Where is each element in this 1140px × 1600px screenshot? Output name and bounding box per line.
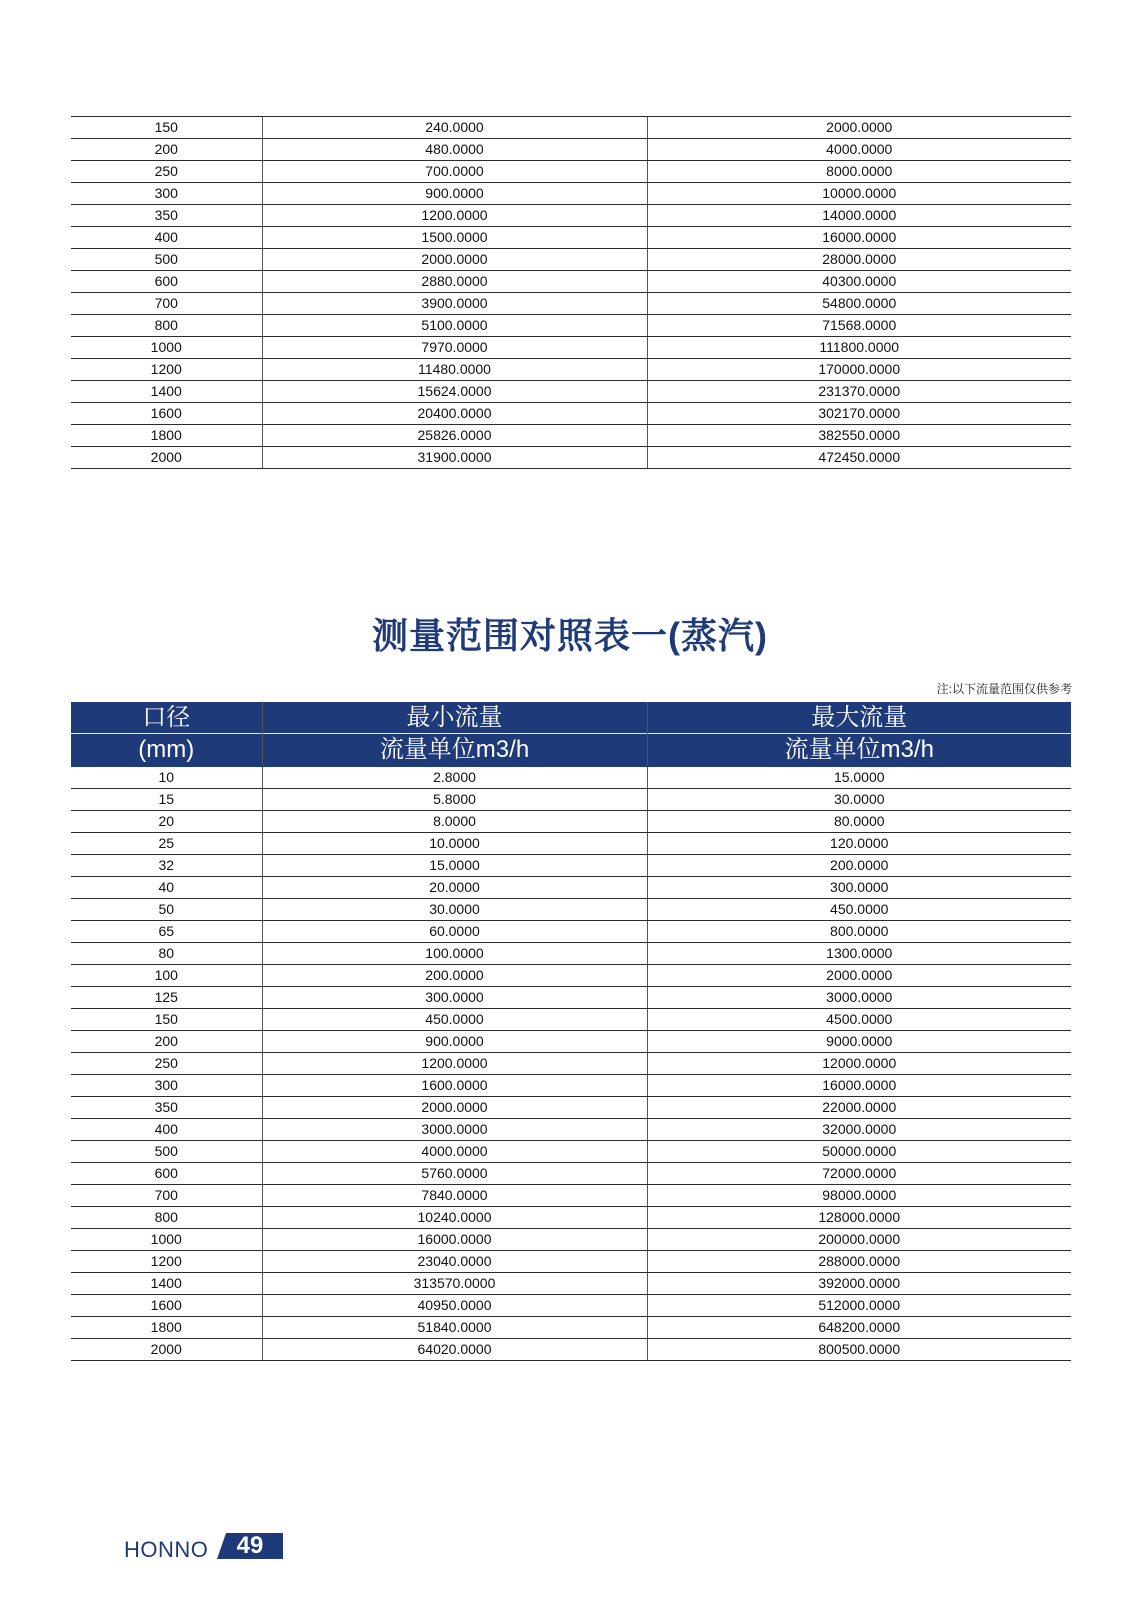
cell-max-flow: 111800.0000 [647,337,1071,359]
cell-max-flow: 50000.0000 [647,1141,1071,1163]
cell-diameter: 250 [71,161,262,183]
table-row [71,1273,1071,1295]
cell-diameter: 32 [71,855,262,877]
cell-min-flow: 30.0000 [262,899,647,921]
table-row [71,877,1071,899]
page-number: 49 [236,1532,264,1559]
cell-max-flow: 32000.0000 [647,1119,1071,1141]
cell-diameter: 150 [71,117,262,139]
cell-diameter: 300 [71,1075,262,1097]
cell-max-flow: 98000.0000 [647,1185,1071,1207]
cell-min-flow: 2000.0000 [262,1097,647,1119]
cell-diameter: 600 [71,271,262,293]
cell-min-flow: 20.0000 [262,877,647,899]
cell-max-flow: 200.0000 [647,855,1071,877]
table-row [71,1141,1071,1163]
cell-diameter: 500 [71,1141,262,1163]
cell-min-flow: 5100.0000 [262,315,647,337]
table-row [71,766,1071,789]
cell-min-flow: 5760.0000 [262,1163,647,1185]
table-row [71,359,1071,381]
table-row [71,227,1071,249]
cell-min-flow: 8.0000 [262,811,647,833]
table-row [71,381,1071,403]
cell-diameter: 200 [71,139,262,161]
cell-min-flow: 1200.0000 [262,205,647,227]
cell-max-flow: 72000.0000 [647,1163,1071,1185]
cell-min-flow: 20400.0000 [262,403,647,425]
table-row [71,1317,1071,1339]
header-min-flow: 最小流量 [262,702,647,734]
cell-diameter: 350 [71,1097,262,1119]
cell-diameter: 700 [71,293,262,315]
cell-max-flow: 231370.0000 [647,381,1071,403]
cell-min-flow: 200.0000 [262,965,647,987]
cell-min-flow: 10240.0000 [262,1207,647,1229]
cell-max-flow: 80.0000 [647,811,1071,833]
steam-flow-range-table [71,702,1071,1361]
cell-min-flow: 700.0000 [262,161,647,183]
steam-table-title: 测量范围对照表一(蒸汽) [372,615,768,656]
cell-diameter: 1600 [71,403,262,425]
cell-max-flow: 8000.0000 [647,161,1071,183]
table-row [71,117,1071,139]
cell-max-flow: 288000.0000 [647,1251,1071,1273]
header-row [71,702,1071,734]
cell-diameter: 800 [71,1207,262,1229]
cell-max-flow: 30.0000 [647,789,1071,811]
table-row [71,1075,1071,1097]
table-body [71,766,1071,1361]
cell-diameter: 150 [71,1009,262,1031]
table-row [71,789,1071,811]
cell-min-flow: 16000.0000 [262,1229,647,1251]
cell-max-flow: 392000.0000 [647,1273,1071,1295]
cell-min-flow: 11480.0000 [262,359,647,381]
cell-min-flow: 23040.0000 [262,1251,647,1273]
cell-diameter: 1400 [71,381,262,403]
cell-diameter: 65 [71,921,262,943]
cell-diameter: 10 [71,766,262,789]
cell-min-flow: 1600.0000 [262,1075,647,1097]
table-row [71,943,1071,965]
table-row [71,1031,1071,1053]
cell-min-flow: 51840.0000 [262,1317,647,1339]
cell-diameter: 40 [71,877,262,899]
cell-max-flow: 2000.0000 [647,965,1071,987]
header-diameter: 口径 [71,702,262,734]
cell-max-flow: 12000.0000 [647,1053,1071,1075]
cell-max-flow: 648200.0000 [647,1317,1071,1339]
table-body [71,117,1071,469]
cell-max-flow: 472450.0000 [647,447,1071,469]
cell-min-flow: 15.0000 [262,855,647,877]
table-row [71,1207,1071,1229]
cell-max-flow: 300.0000 [647,877,1071,899]
cell-diameter: 1600 [71,1295,262,1317]
header-diameter-unit: (mm) [71,734,262,767]
cell-max-flow: 16000.0000 [647,227,1071,249]
cell-diameter: 20 [71,811,262,833]
cell-max-flow: 382550.0000 [647,425,1071,447]
cell-diameter: 700 [71,1185,262,1207]
cell-min-flow: 64020.0000 [262,1339,647,1361]
cell-max-flow: 120.0000 [647,833,1071,855]
cell-max-flow: 1300.0000 [647,943,1071,965]
cell-min-flow: 2880.0000 [262,271,647,293]
table-row [71,1295,1071,1317]
table-row [71,337,1071,359]
header-max-flow-unit: 流量单位m3/h [647,734,1071,767]
cell-min-flow: 25826.0000 [262,425,647,447]
table-row [71,1097,1071,1119]
cell-max-flow: 10000.0000 [647,183,1071,205]
cell-min-flow: 450.0000 [262,1009,647,1031]
cell-diameter: 1800 [71,1317,262,1339]
table-row [71,183,1071,205]
cell-min-flow: 7970.0000 [262,337,647,359]
cell-max-flow: 450.0000 [647,899,1071,921]
cell-diameter: 1800 [71,425,262,447]
table-row [71,855,1071,877]
cell-diameter: 1000 [71,337,262,359]
cell-diameter: 400 [71,227,262,249]
table-row [71,315,1071,337]
header-min-flow-unit: 流量单位m3/h [262,734,647,767]
header-units-row [71,734,1071,767]
cell-max-flow: 200000.0000 [647,1229,1071,1251]
cell-diameter: 2000 [71,447,262,469]
table-row [71,987,1071,1009]
cell-max-flow: 4000.0000 [647,139,1071,161]
table-header [71,702,1071,766]
cell-diameter: 1200 [71,359,262,381]
cell-min-flow: 31900.0000 [262,447,647,469]
cell-diameter: 1200 [71,1251,262,1273]
cell-max-flow: 16000.0000 [647,1075,1071,1097]
header-max-flow: 最大流量 [647,702,1071,734]
cell-diameter: 600 [71,1163,262,1185]
cell-diameter: 350 [71,205,262,227]
table-row [71,425,1071,447]
cell-diameter: 1000 [71,1229,262,1251]
table-row [71,249,1071,271]
table-row [71,1053,1071,1075]
table-row [71,205,1071,227]
cell-max-flow: 22000.0000 [647,1097,1071,1119]
table-row [71,161,1071,183]
table-row [71,1185,1071,1207]
cell-diameter: 800 [71,315,262,337]
cell-diameter: 500 [71,249,262,271]
cell-min-flow: 900.0000 [262,1031,647,1053]
table-row [71,1339,1071,1361]
table-row [71,447,1071,469]
cell-min-flow: 1200.0000 [262,1053,647,1075]
cell-diameter: 250 [71,1053,262,1075]
table-row [71,833,1071,855]
cell-max-flow: 15.0000 [647,766,1071,789]
table-row [71,403,1071,425]
table-row [71,921,1071,943]
cell-min-flow: 240.0000 [262,117,647,139]
table-row [71,811,1071,833]
cell-min-flow: 60.0000 [262,921,647,943]
cell-min-flow: 7840.0000 [262,1185,647,1207]
cell-diameter: 100 [71,965,262,987]
cell-min-flow: 900.0000 [262,183,647,205]
cell-max-flow: 71568.0000 [647,315,1071,337]
table-row [71,1229,1071,1251]
cell-min-flow: 100.0000 [262,943,647,965]
cell-min-flow: 3000.0000 [262,1119,647,1141]
cell-min-flow: 480.0000 [262,139,647,161]
reference-note: 注:以下流量范围仅供参考 [936,682,1072,696]
cell-diameter: 50 [71,899,262,921]
cell-diameter: 300 [71,183,262,205]
table-row [71,1009,1071,1031]
cell-min-flow: 10.0000 [262,833,647,855]
cell-max-flow: 9000.0000 [647,1031,1071,1053]
table-row [71,899,1071,921]
table-row [71,1163,1071,1185]
cell-min-flow: 5.8000 [262,789,647,811]
cell-max-flow: 800.0000 [647,921,1071,943]
cell-diameter: 125 [71,987,262,1009]
cell-max-flow: 14000.0000 [647,205,1071,227]
cell-max-flow: 28000.0000 [647,249,1071,271]
cell-min-flow: 300.0000 [262,987,647,1009]
cell-min-flow: 1500.0000 [262,227,647,249]
cell-max-flow: 170000.0000 [647,359,1071,381]
table-row [71,271,1071,293]
cell-diameter: 25 [71,833,262,855]
table-row [71,1119,1071,1141]
cell-diameter: 80 [71,943,262,965]
cell-diameter: 2000 [71,1339,262,1361]
cell-max-flow: 54800.0000 [647,293,1071,315]
table-row [71,965,1071,987]
cell-diameter: 15 [71,789,262,811]
cell-min-flow: 313570.0000 [262,1273,647,1295]
cell-max-flow: 2000.0000 [647,117,1071,139]
brand-name: HONNO [124,1537,209,1562]
cell-min-flow: 15624.0000 [262,381,647,403]
cell-min-flow: 40950.0000 [262,1295,647,1317]
cell-max-flow: 800500.0000 [647,1339,1071,1361]
table-row [71,293,1071,315]
cell-max-flow: 512000.0000 [647,1295,1071,1317]
table-row [71,139,1071,161]
cell-max-flow: 40300.0000 [647,271,1071,293]
cell-min-flow: 3900.0000 [262,293,647,315]
cell-min-flow: 2.8000 [262,766,647,789]
cell-min-flow: 2000.0000 [262,249,647,271]
cell-min-flow: 4000.0000 [262,1141,647,1163]
flow-range-table-continued [71,116,1071,469]
table-row [71,1251,1071,1273]
cell-diameter: 1400 [71,1273,262,1295]
cell-diameter: 400 [71,1119,262,1141]
cell-diameter: 200 [71,1031,262,1053]
cell-max-flow: 4500.0000 [647,1009,1071,1031]
cell-max-flow: 302170.0000 [647,403,1071,425]
cell-max-flow: 3000.0000 [647,987,1071,1009]
cell-max-flow: 128000.0000 [647,1207,1071,1229]
